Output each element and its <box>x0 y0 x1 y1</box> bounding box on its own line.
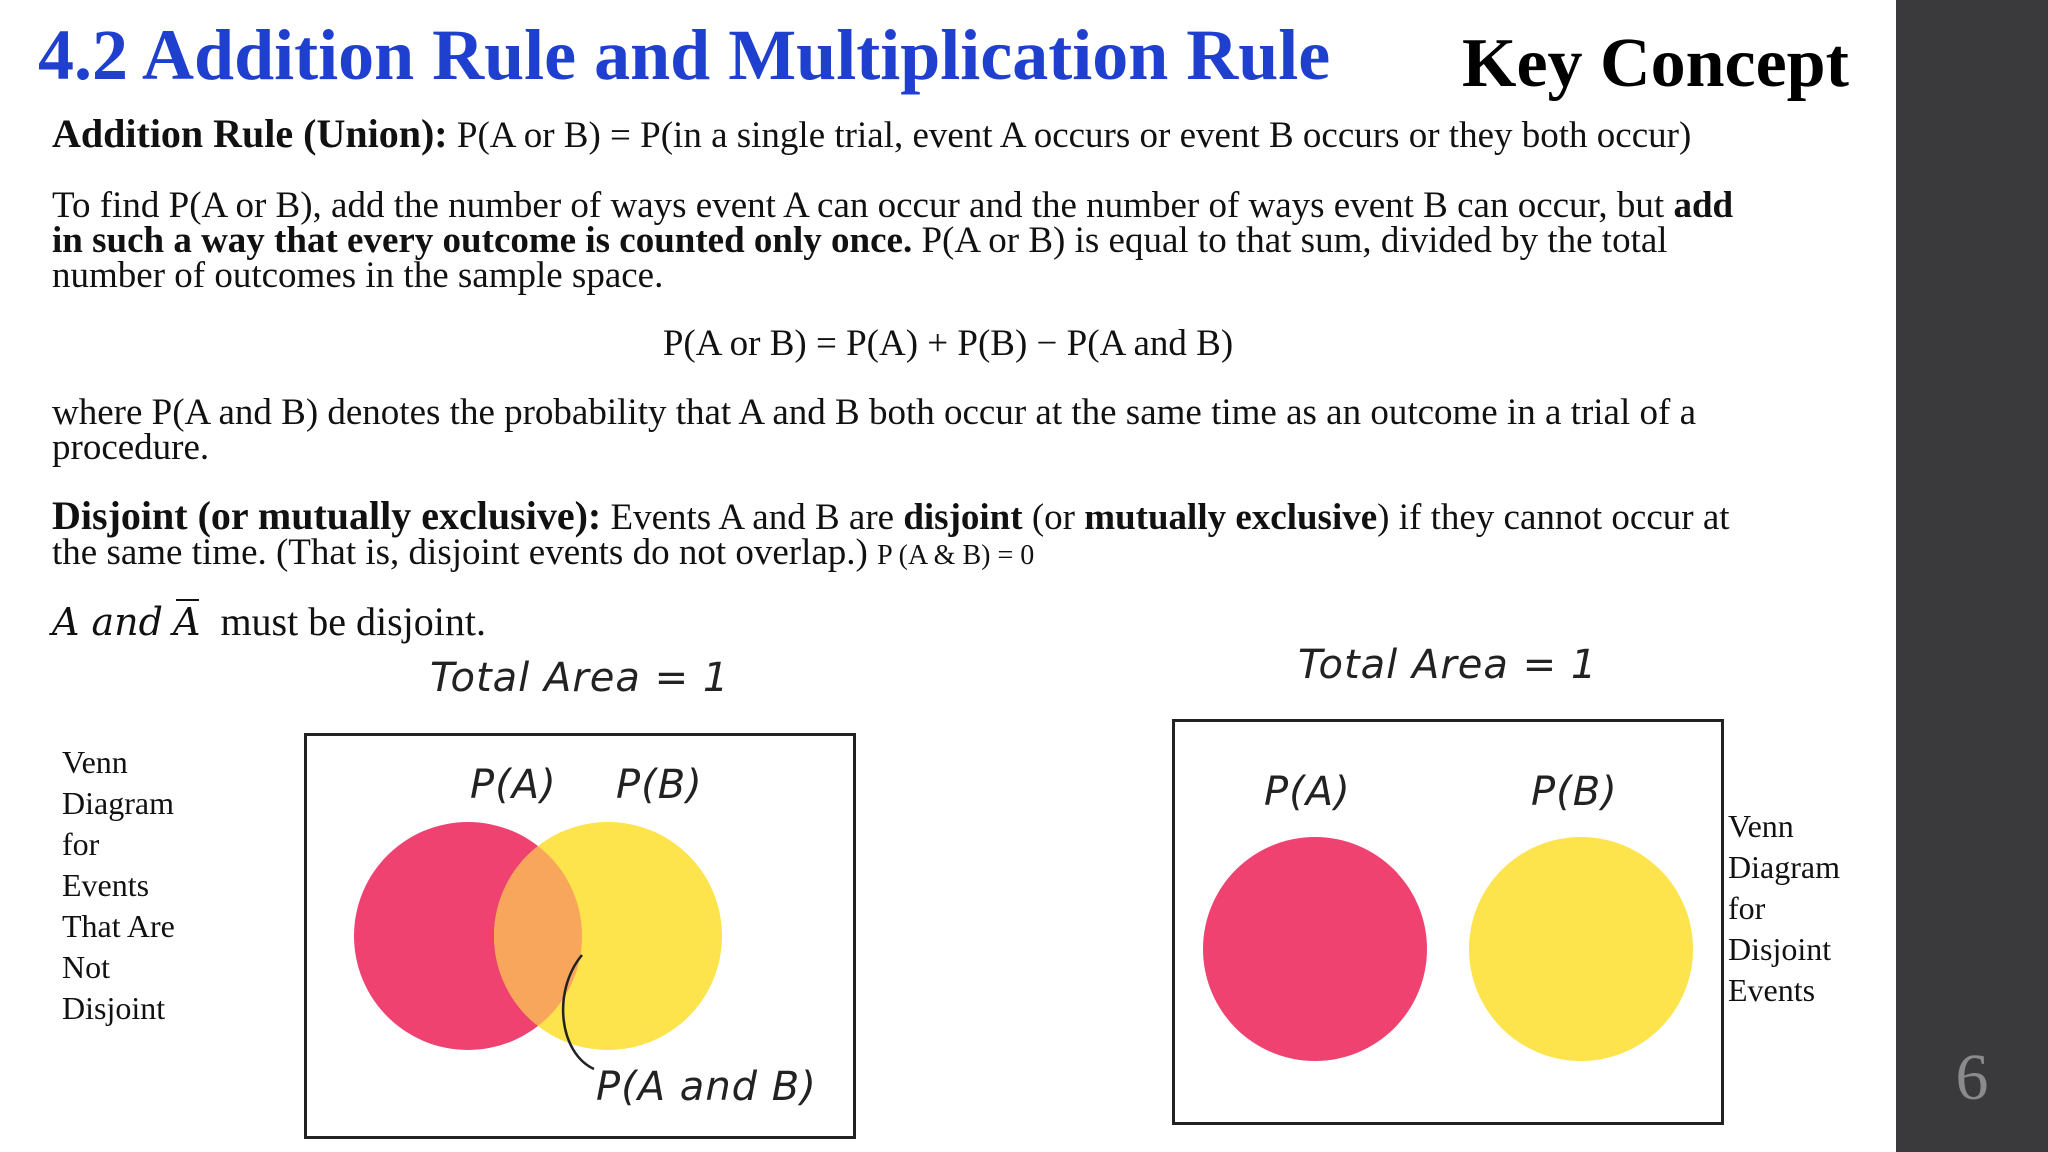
addition-rule-heading: Addition Rule (Union): <box>52 111 448 156</box>
caption-line: Not <box>62 949 110 985</box>
addition-paragraph-line-1 <box>52 185 1734 226</box>
page-number: 6 <box>1955 1041 1989 1114</box>
caption-line: Diagram <box>62 785 174 821</box>
disjoint-circle-a <box>1203 837 1427 1061</box>
disjoint-text: (or <box>1031 497 1075 538</box>
paragraph-bold-text: add <box>1673 185 1734 226</box>
disjoint-line-1 <box>52 493 1730 538</box>
disjoint-heading: Disjoint (or mutually exclusive): <box>52 493 602 538</box>
left-total-area: Total Area = 1 <box>430 655 730 701</box>
key-concept-label: Key Concept <box>1462 25 1849 102</box>
caption-line: Events <box>62 867 150 903</box>
right-diagram-caption <box>1728 806 1840 1011</box>
left-label-pab: P(A and B) <box>596 1064 817 1110</box>
slide-title: 4.2 Addition Rule and Multiplication Rule <box>38 15 1331 95</box>
disjoint-text: Events A and B are <box>610 497 895 538</box>
complement-text: must be disjoint. <box>220 599 487 644</box>
disjoint-circle-b <box>1469 837 1693 1061</box>
right-label-pb: P(B) <box>1531 769 1618 815</box>
right-total-area: Total Area = 1 <box>1298 642 1598 688</box>
where-line-1: where P(A and B) denotes the probability that A and B both occur at the same time as an outcome in a trial of a <box>52 392 1697 433</box>
addition-formula: P(A or B) = P(A) + P(B) − P(A and B) <box>662 323 1234 364</box>
caption-line: Disjoint <box>1728 931 1832 967</box>
disjoint-text: ) if they cannot occur at <box>1377 497 1730 538</box>
complement-a: A and <box>52 600 163 644</box>
disjoint-line-2 <box>52 532 1035 573</box>
addition-paragraph-line-3: number of outcomes in the sample space. <box>52 255 664 296</box>
left-label-pb: P(B) <box>616 762 703 808</box>
right-sidebar <box>1896 0 2048 1152</box>
caption-line: Diagram <box>1728 849 1840 885</box>
disjoint-bold-term: mutually exclusive <box>1084 497 1378 538</box>
paragraph-text: To find P(A or B), add the number of ways event A can occur and the number of ways event B can occur, but <box>52 185 1665 226</box>
caption-line: Venn <box>62 744 128 780</box>
caption-line: That Are <box>62 908 175 944</box>
addition-rule-line <box>52 111 1692 156</box>
caption-line: for <box>1728 890 1766 926</box>
paragraph-text: P(A or B) is equal to that sum, divided by the total <box>921 220 1668 261</box>
caption-line: for <box>62 826 100 862</box>
complement-a-bar: A <box>172 600 201 644</box>
disjoint-text: the same time. (That is, disjoint events do not overlap.) <box>52 532 868 573</box>
right-label-pa: P(A) <box>1264 769 1351 815</box>
caption-line: Venn <box>1728 808 1794 844</box>
complement-statement <box>52 598 486 645</box>
where-line-2: procedure. <box>52 427 210 468</box>
disjoint-zero-note: P (A & B) = 0 <box>877 540 1035 571</box>
left-diagram-caption <box>62 742 175 1029</box>
left-label-pa: P(A) <box>470 762 557 808</box>
caption-line: Events <box>1728 972 1816 1008</box>
disjoint-bold-term: disjoint <box>903 497 1023 538</box>
caption-line: Disjoint <box>62 990 166 1026</box>
addition-paragraph-line-2 <box>52 220 1668 261</box>
paragraph-bold-text: in such a way that every outcome is counted only once. <box>52 220 913 261</box>
addition-rule-definition: P(A or B) = P(in a single trial, event A occurs or event B occurs or they both occur) <box>456 115 1692 156</box>
